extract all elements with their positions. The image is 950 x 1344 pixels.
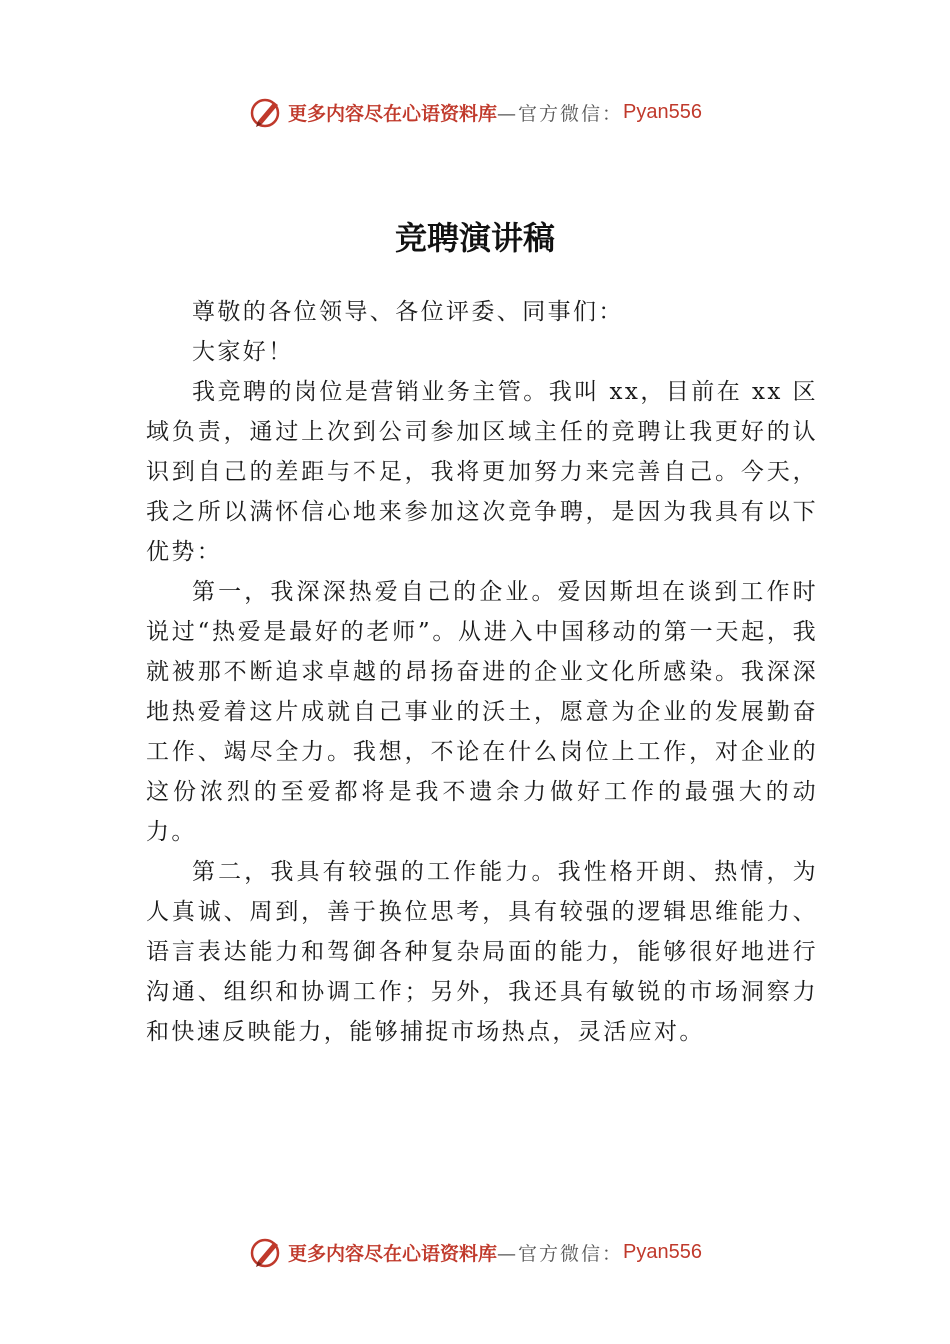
banner-text-id: Pyan556 bbox=[623, 1240, 702, 1263]
banner-text-main: 更多内容尽在心语资料库 bbox=[288, 1242, 498, 1265]
pen-logo-icon bbox=[248, 94, 284, 130]
footer-banner bbox=[0, 1232, 950, 1272]
banner-text-wechat: —官方微信： bbox=[497, 1242, 624, 1265]
banner-text-id: Pyan556 bbox=[623, 100, 702, 123]
paragraph-greeting: 大家好！ bbox=[192, 339, 294, 365]
banner-text-main: 更多内容尽在心语资料库 bbox=[288, 102, 498, 125]
pen-logo-icon bbox=[248, 1234, 284, 1270]
document-body bbox=[146, 292, 818, 1052]
paragraph-salutation: 尊敬的各位领导、各位评委、同事们： bbox=[192, 299, 624, 325]
banner-text-wechat: —官方微信： bbox=[497, 102, 624, 125]
document-title: 竞聘演讲稿 bbox=[394, 219, 555, 257]
paragraph-intro: 我竞聘的岗位是营销业务主管。我叫 xx，目前在 xx 区域负责，通过上次到公司参加区域主任的竞聘让我更好的认识到自己的差距与不足，我将更加努力来完善自己。今天，我之所以满怀信心地来参加这次竞争聘，是因为我具有以下优势： bbox=[146, 379, 818, 565]
paragraph-point-two: 第二，我具有较强的工作能力。我性格开朗、热情，为人真诚、周到，善于换位思考，具有较强的逻辑思维能力、语言表达能力和驾御各种复杂局面的能力，能够很好地进行沟通、组织和协调工作；另外，我还具有敏锐的市场洞察力和快速反映能力，能够捕捉市场热点，灵活应对。 bbox=[146, 859, 818, 1045]
header-banner bbox=[0, 92, 950, 132]
paragraph-point-one: 第一，我深深热爱自己的企业。爱因斯坦在谈到工作时说过“热爱是最好的老师”。从进入中国移动的第一天起，我就被那不断追求卓越的昂扬奋进的企业文化所感染。我深深地热爱着这片成就自己事业的沃土，愿意为企业的发展勤奋工作、竭尽全力。我想，不论在什么岗位上工作，对企业的这份浓烈的至爱都将是我不遗余力做好工作的最强大的动力。 bbox=[146, 579, 818, 845]
